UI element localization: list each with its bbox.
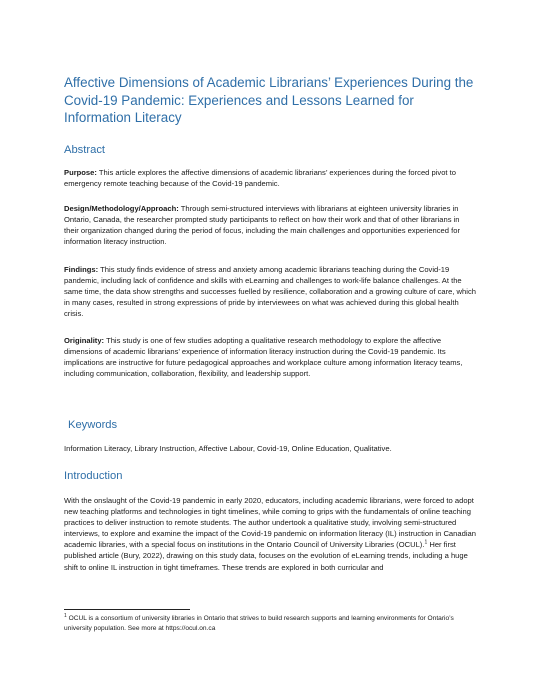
keywords-heading: Keywords (68, 419, 118, 431)
abstract-purpose (64, 167, 476, 189)
footnote (64, 614, 474, 634)
footnote-reference[interactable]: 1 (424, 539, 428, 546)
introduction-heading: Introduction (64, 470, 123, 482)
footnote-text: OCUL is a consortium of university libraries in Ontario that strives to build research supports and learning environments for Ontario’s university population. See more at https://ocul.on.ca (64, 615, 454, 632)
originality-label: Originality: (64, 336, 105, 345)
abstract-design (64, 203, 476, 247)
purpose-label: Purpose: (64, 168, 97, 177)
paper-title: Affective Dimensions of Academic Librarians’ Experiences During the Covid-19 Pandemic: Experiences and Lessons Learned for Information Literacy (64, 75, 474, 125)
originality-text: This study is one of few studies adopting a qualitative research methodology to explore the affective dimensions of academic librarians’ experience of information literacy instruction during the Covid-19 pandemic. Its implications are instructive for future pedagogical approaches and workplace culture among information literacy teams, including communication, collaboration, flexibility, and leadership support. (64, 336, 463, 379)
footnote-number: 1 (64, 612, 67, 619)
footnote-divider (64, 609, 190, 610)
introduction-paragraph (64, 495, 476, 573)
keywords-text: Information Literacy, Library Instruction, Affective Labour, Covid-19, Online Education, Qualitative. (64, 444, 392, 453)
findings-text: This study finds evidence of stress and anxiety among academic librarians teaching during the Covid-19 pandemic, including lack of confidence and skills with eLearning and challenges to work-life balance challenges. At the same time, the data show strengths and successes fuelled by resilience, collaboration and a growing culture of care, which in many cases, resulted in strong expressions of pride by interviewees on what was achieved during this global health crisis. (64, 265, 476, 319)
design-label: Design/Methodology/Approach: (64, 204, 179, 213)
abstract-findings (64, 264, 476, 319)
intro-text-after: Her first published article (Bury, 2022), drawing on this study data, focuses on the evolution of eLearning trends, including a huge shift to online IL instruction in tight timeframes. These trends are explored in both curricular and (64, 540, 468, 572)
purpose-text: This article explores the affective dimensions of academic librarians’ experiences during the forced pivot to emergency remote teaching because of the Covid-19 pandemic. (64, 168, 456, 189)
findings-label: Findings: (64, 265, 99, 274)
abstract-originality (64, 335, 476, 379)
intro-text-before: With the onslaught of the Covid-19 pandemic in early 2020, educators, including academic librarians, were forced to adopt new teaching platforms and technologies in tight timelines, while coming to grips with the fundamentals of online teaching practices to deliver instruction to remote students. The author undertook a qualitative study, involving semi-structured interviews, to explore and examine the impact of the Covid-19 pandemic on information literacy (IL) instruction in Canadian academic libraries, with a special focus on institutions in the Ontario Council of University Libraries (OCUL). (64, 496, 476, 550)
abstract-heading: Abstract (64, 144, 106, 156)
design-text: Through semi-structured interviews with librarians at eighteen university libraries in Ontario, Canada, the researcher prompted study participants to reflect on how their work and that of other librarians in their organization changed during the period of focus, including the main challenges and opportunities experienced for information literacy instruction. (64, 204, 460, 247)
